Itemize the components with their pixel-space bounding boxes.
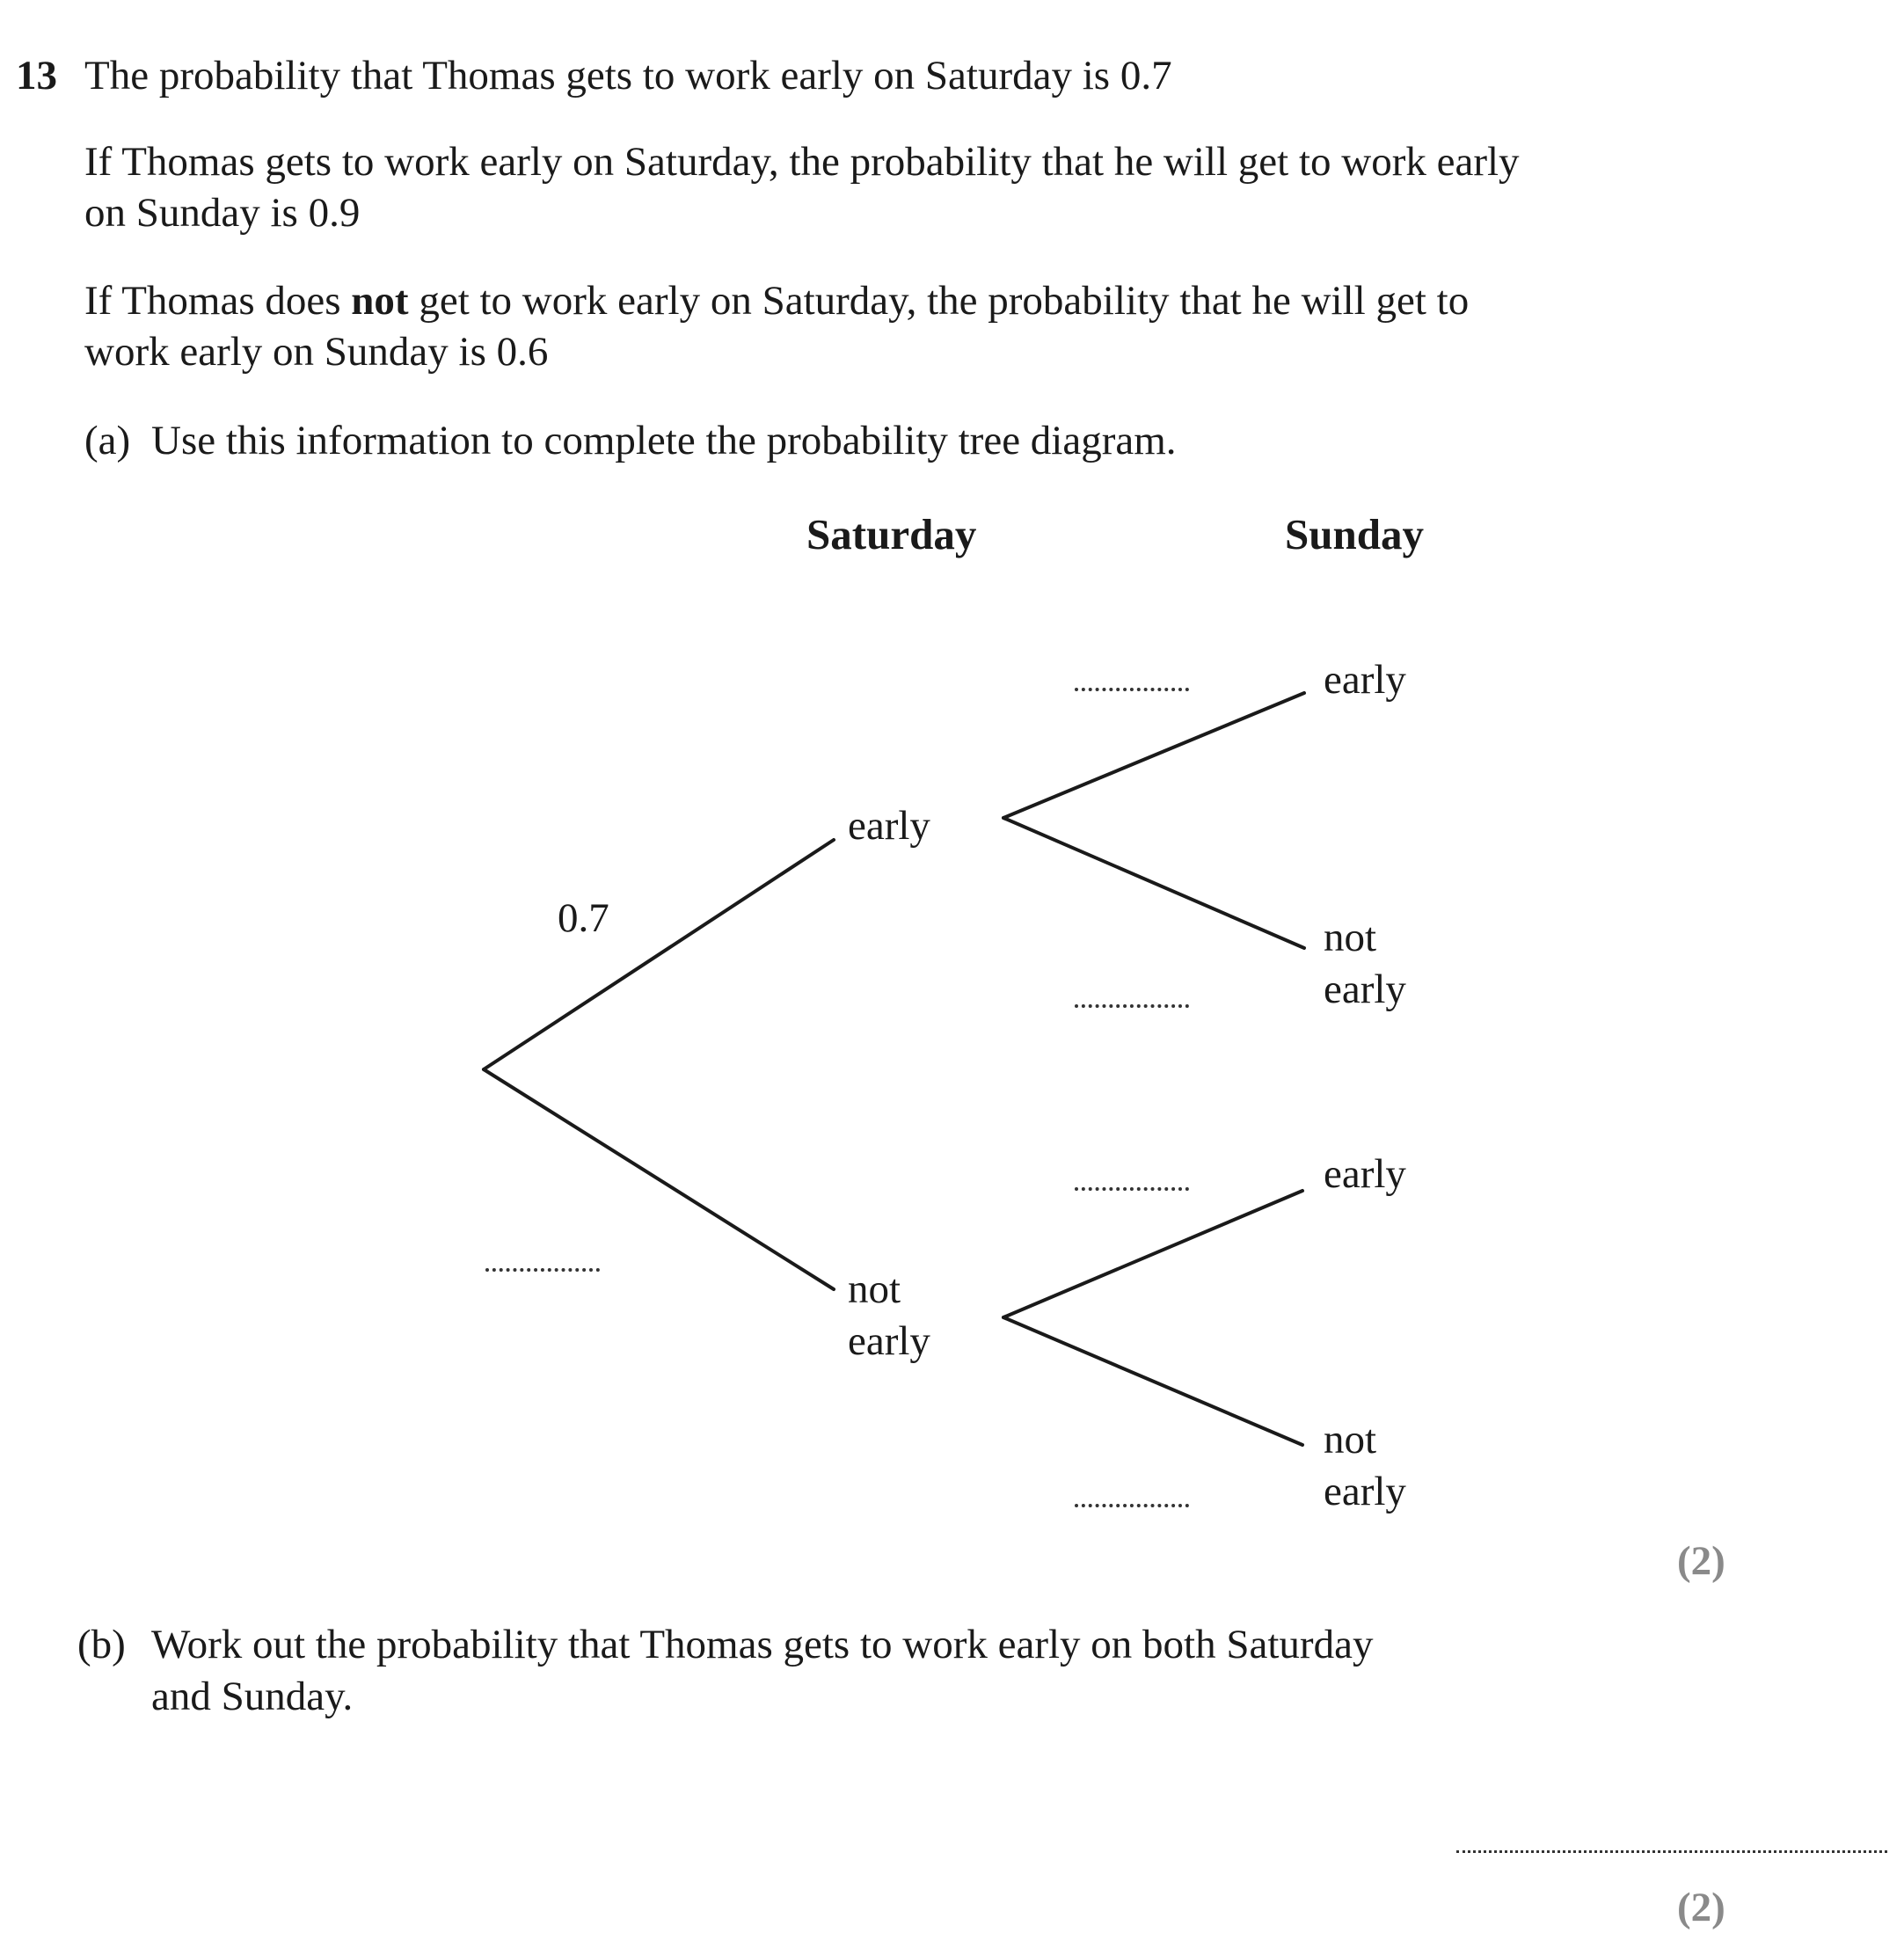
answer-blank-sun-top-not-early[interactable] <box>1075 1004 1189 1008</box>
part-a-marks: (2) <box>1677 1538 1725 1584</box>
branch-sun-bottom-early <box>1003 1191 1302 1317</box>
tree-heading-saturday: Saturday <box>806 510 977 558</box>
branch-sat-not-early <box>484 1069 834 1289</box>
part-a-label: (a) <box>84 418 131 463</box>
label-sun-bottom-not-early: early <box>1324 1469 1406 1514</box>
part-b-line2: and Sunday. <box>151 1674 354 1719</box>
label-sun-top-not: not <box>1324 915 1377 960</box>
condition-not-early-post: get to work early on Saturday, the probability that he will get to <box>408 278 1470 324</box>
branch-sun-top-not-early <box>1003 818 1304 948</box>
question-number: 13 <box>16 53 57 98</box>
label-sun-bottom-early: early <box>1324 1151 1406 1197</box>
part-b-marks: (2) <box>1677 1885 1725 1930</box>
answer-blank-sun-top-early[interactable] <box>1075 688 1189 691</box>
branch-sat-early <box>484 840 834 1069</box>
label-sat-not: not <box>848 1266 901 1312</box>
answer-line-part-b[interactable] <box>1456 1850 1887 1853</box>
branch-prob-sat-early: 0.7 <box>558 895 609 941</box>
label-sun-bottom-not: not <box>1324 1417 1377 1463</box>
label-sun-top-not-early: early <box>1324 966 1406 1012</box>
label-sat-not-early: early <box>848 1318 930 1364</box>
part-b-label: (b) <box>77 1622 126 1667</box>
answer-blank-sat-not-early[interactable] <box>485 1268 600 1272</box>
label-sun-top-early: early <box>1324 657 1406 703</box>
label-sat-early: early <box>848 803 930 849</box>
condition-not-early-pre: If Thomas does <box>84 278 352 324</box>
condition-early-line2: on Sunday is 0.9 <box>84 190 361 236</box>
emphasis-not: not <box>351 278 409 324</box>
question-intro: The probability that Thomas gets to work early on Saturday is 0.7 <box>84 53 1172 98</box>
branch-sun-top-early <box>1003 693 1304 818</box>
condition-early-line1: If Thomas gets to work early on Saturday, the probability that he will get to work early <box>84 139 1520 185</box>
part-a-text: Use this information to complete the probability tree diagram. <box>151 418 1177 463</box>
part-b-line1: Work out the probability that Thomas gets to work early on both Saturday <box>151 1622 1374 1667</box>
condition-not-early-line2: work early on Sunday is 0.6 <box>84 329 549 375</box>
answer-blank-sun-bottom-early[interactable] <box>1075 1187 1189 1191</box>
branch-sun-bottom-not-early <box>1003 1317 1302 1445</box>
answer-blank-sun-bottom-not-early[interactable] <box>1075 1504 1189 1507</box>
tree-heading-sunday: Sunday <box>1285 510 1425 558</box>
